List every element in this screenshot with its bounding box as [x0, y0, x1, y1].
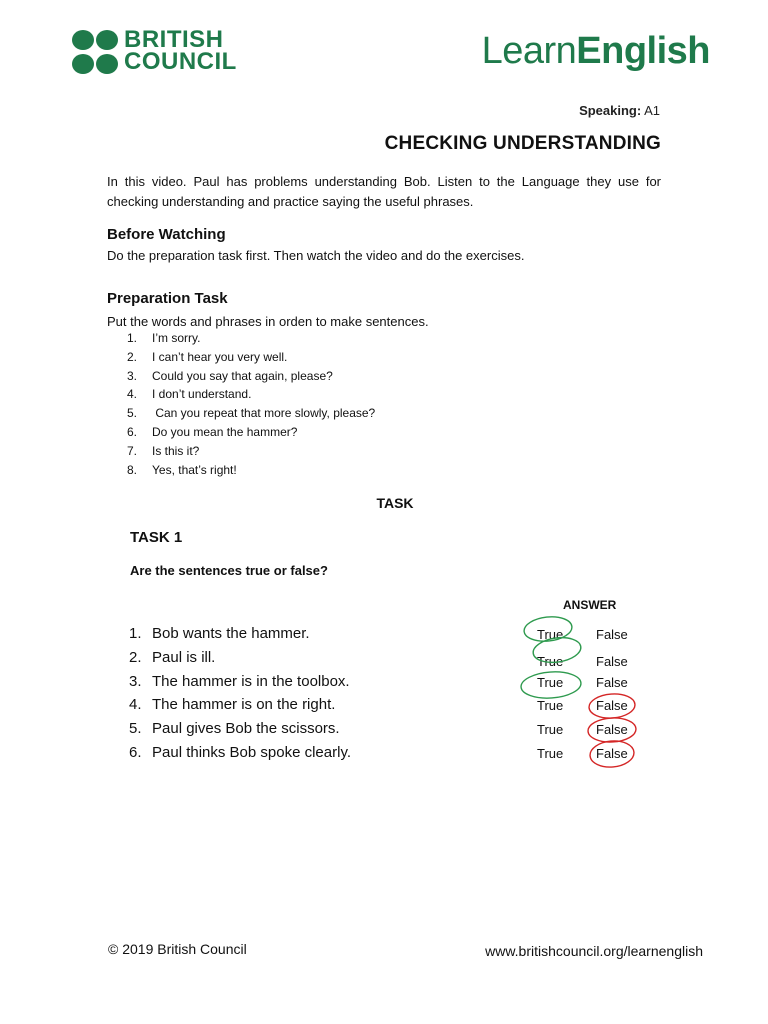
footer-url-link[interactable]: www.britishcouncil.org/learnenglish — [485, 943, 703, 959]
preparation-heading: Preparation Task — [107, 290, 228, 307]
true-false-list — [129, 623, 689, 766]
false-option[interactable]: False — [596, 653, 628, 669]
true-option[interactable]: True — [537, 653, 564, 669]
table-row: 3. The hammer is in the toolbox. True False — [129, 671, 689, 695]
list-item: 4. I don’t understand. — [127, 387, 252, 402]
false-option[interactable]: False — [596, 745, 628, 761]
true-option[interactable]: True — [537, 674, 564, 690]
level-value: A1 — [644, 103, 660, 118]
list-item: 3. Could you say that again, please? — [127, 368, 333, 383]
true-option[interactable]: True — [537, 722, 564, 738]
brand-line-2: COUNCIL — [124, 48, 237, 75]
before-watching-heading: Before Watching — [107, 226, 226, 243]
task1-question: Are the sentences true or false? — [130, 563, 328, 578]
list-item: 6. Do you mean the hammer? — [127, 424, 298, 439]
learnenglish-logo — [482, 30, 710, 73]
table-row: 5. Paul gives Bob the scissors. True False — [129, 718, 689, 742]
list-item: 7. Is this it? — [127, 443, 200, 458]
false-option[interactable]: False — [596, 627, 628, 642]
level-indicator — [579, 103, 660, 118]
page-title: CHECKING UNDERSTANDING — [384, 133, 661, 154]
brand-line-1: BRITISH — [124, 26, 224, 53]
false-option[interactable]: False — [596, 674, 628, 690]
learn-logo-part1: Learn — [481, 30, 577, 72]
true-option[interactable]: True — [537, 698, 564, 714]
true-option[interactable]: True — [537, 627, 564, 642]
list-item: 8. Yes, that’s right! — [127, 462, 237, 477]
true-option[interactable]: True — [537, 745, 564, 761]
task-heading: TASK — [376, 495, 414, 511]
answer-heading: ANSWER — [563, 598, 617, 612]
intro-paragraph: In this video. Paul has problems understanding Bob. Listen to the Language they use for checking understanding and practice saying the useful phrases. — [107, 174, 661, 209]
list-item: 2. I can’t hear you very well. — [127, 349, 288, 364]
false-option[interactable]: False — [596, 722, 628, 738]
british-council-wordmark — [124, 26, 237, 75]
table-row: 4. The hammer is on the right. True False — [129, 694, 689, 718]
table-row: 2. Paul is ill. True False — [129, 647, 689, 671]
false-option[interactable]: False — [596, 698, 628, 714]
british-council-logo — [72, 26, 242, 78]
before-watching-text: Do the preparation task first. Then watch the video and do the exercises. — [107, 248, 525, 263]
task1-heading: TASK 1 — [130, 529, 183, 546]
footer-copyright: © 2019 British Council — [108, 941, 247, 957]
preparation-list — [127, 329, 375, 479]
table-row: 6. Paul thinks Bob spoke clearly. True False — [129, 742, 689, 766]
preparation-instruction: Put the words and phrases in orden to make sentences. — [107, 314, 429, 329]
learn-logo-part2: English — [576, 30, 710, 72]
table-row: 1. Bob wants the hammer. True False — [129, 623, 689, 647]
british-council-dots-icon — [72, 30, 122, 76]
list-item: 5. Can you repeat that more slowly, please? — [127, 406, 376, 421]
list-item: 1. I’m sorry. — [127, 331, 201, 345]
level-label: Speaking: — [579, 103, 642, 118]
